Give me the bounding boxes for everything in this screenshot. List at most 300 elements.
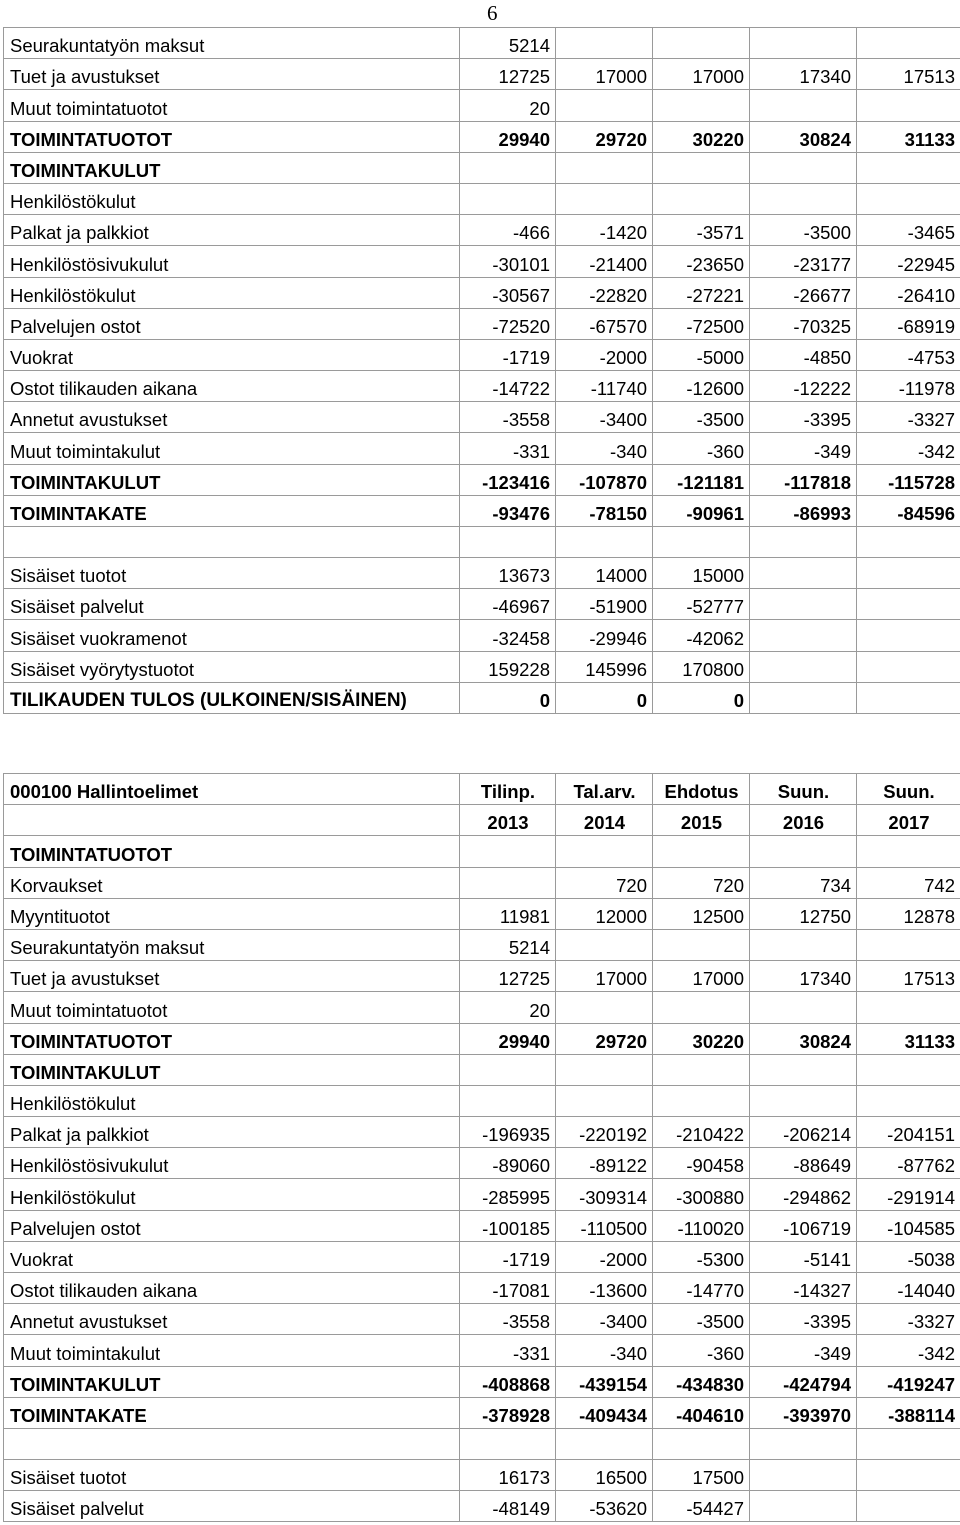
table-row [4,1241,960,1272]
value-cell [556,152,653,183]
value-cell: 20 [460,992,556,1023]
value-cell: 14000 [556,558,653,589]
value-cell: -68919 [857,308,960,339]
value-cell: 12000 [556,898,653,929]
value-cell: 17340 [750,59,857,90]
value-cell: 0 [653,682,750,713]
value-cell: -3395 [750,402,857,433]
table-row [4,992,960,1023]
value-cell [857,152,960,183]
value-cell: 17500 [653,1459,750,1490]
table-row [4,836,960,867]
value-cell: 5214 [460,929,556,960]
row-label: Sisäiset palvelut [4,1491,460,1522]
row-label: Korvaukset [4,867,460,898]
row-label: Henkilöstökulut [4,277,460,308]
value-cell: 30220 [653,1023,750,1054]
value-cell: -342 [857,433,960,464]
row-label: TOIMINTATUOTOT [4,836,460,867]
table-row [4,1210,960,1241]
value-cell: 17000 [556,59,653,90]
value-cell [653,90,750,121]
budget-table-section-1-body [4,28,960,714]
value-cell [857,651,960,682]
value-cell [460,1428,556,1459]
value-cell: -52777 [653,589,750,620]
table-row [4,339,960,370]
row-label: Seurakuntatyön maksut [4,28,460,59]
value-cell [750,682,857,713]
table-row [4,464,960,495]
table-row [4,277,960,308]
value-cell: 11981 [460,898,556,929]
value-cell: 5214 [460,28,556,59]
value-cell: -53620 [556,1491,653,1522]
row-label: TOIMINTATUOTOT [4,121,460,152]
value-cell [653,28,750,59]
value-cell [750,992,857,1023]
value-cell [857,682,960,713]
value-cell: 30824 [750,121,857,152]
value-cell: 159228 [460,651,556,682]
value-cell: 29940 [460,121,556,152]
value-cell: -107870 [556,464,653,495]
value-cell: -70325 [750,308,857,339]
value-cell: 29720 [556,121,653,152]
year-header: 2016 [750,805,857,836]
value-cell: -104585 [857,1210,960,1241]
value-cell [750,527,857,558]
value-cell: -26410 [857,277,960,308]
table-row [4,28,960,59]
column-header: Tilinp. [460,774,556,805]
year-header: 2014 [556,805,653,836]
value-cell [750,558,857,589]
table-row [4,1335,960,1366]
value-cell [857,90,960,121]
table-row [4,558,960,589]
value-cell: 15000 [653,558,750,589]
value-cell [750,651,857,682]
value-cell [750,1085,857,1116]
value-cell [857,558,960,589]
value-cell [857,527,960,558]
value-cell: -21400 [556,246,653,277]
value-cell [750,620,857,651]
value-cell: -349 [750,433,857,464]
value-cell: 17000 [653,59,750,90]
value-cell: -14722 [460,371,556,402]
value-cell: 30824 [750,1023,857,1054]
blank-row [4,1428,960,1459]
value-cell: -84596 [857,495,960,526]
value-cell [750,152,857,183]
row-label: Muut toimintakulut [4,433,460,464]
value-cell: -466 [460,215,556,246]
header-row-years [4,805,960,836]
value-cell: -424794 [750,1366,857,1397]
value-cell: 31133 [857,1023,960,1054]
value-cell [750,90,857,121]
value-cell [653,929,750,960]
value-cell: -291914 [857,1179,960,1210]
blank-row [4,527,960,558]
value-cell: -419247 [857,1366,960,1397]
value-cell: -3400 [556,402,653,433]
value-cell [857,1459,960,1490]
value-cell [750,1054,857,1085]
table-row [4,433,960,464]
row-label: Vuokrat [4,339,460,370]
value-cell [460,867,556,898]
value-cell: -294862 [750,1179,857,1210]
table-row [4,1179,960,1210]
value-cell: -22820 [556,277,653,308]
budget-table-hallintoelimet [3,773,960,1522]
value-cell [556,1054,653,1085]
value-cell [857,620,960,651]
value-cell: -3327 [857,402,960,433]
value-cell: -110020 [653,1210,750,1241]
value-cell: -30567 [460,277,556,308]
row-label: Sisäiset vyörytystuotot [4,651,460,682]
value-cell [750,836,857,867]
table-row [4,152,960,183]
value-cell [750,1459,857,1490]
table-row [4,495,960,526]
value-cell: -30101 [460,246,556,277]
column-header: Suun. [750,774,857,805]
table-row [4,620,960,651]
budget-table-hallintoelimet-body [4,836,960,1522]
value-cell: 170800 [653,651,750,682]
value-cell: -14770 [653,1273,750,1304]
row-label: Henkilöstökulut [4,1085,460,1116]
row-label: Palkat ja palkkiot [4,215,460,246]
row-label [4,527,460,558]
row-label: Sisäiset vuokramenot [4,620,460,651]
value-cell [857,992,960,1023]
value-cell: -93476 [460,495,556,526]
row-label: Sisäiset tuotot [4,1459,460,1490]
row-label: Henkilöstökulut [4,1179,460,1210]
table-row [4,1054,960,1085]
value-cell: 720 [653,867,750,898]
value-cell: -3395 [750,1304,857,1335]
value-cell [857,28,960,59]
row-label: Palvelujen ostot [4,1210,460,1241]
value-cell: -220192 [556,1117,653,1148]
row-label: Annetut avustukset [4,402,460,433]
value-cell: -331 [460,1335,556,1366]
value-cell: -42062 [653,620,750,651]
value-cell: -32458 [460,620,556,651]
value-cell [460,1054,556,1085]
value-cell: -3465 [857,215,960,246]
value-cell: -90961 [653,495,750,526]
value-cell: 17000 [653,961,750,992]
row-label: Henkilöstökulut [4,183,460,214]
row-label: Muut toimintatuotot [4,90,460,121]
row-label: TOIMINTAKATE [4,1397,460,1428]
value-cell: -342 [857,1335,960,1366]
value-cell: -331 [460,433,556,464]
value-cell: -5038 [857,1241,960,1272]
table-row [4,651,960,682]
value-cell: -3571 [653,215,750,246]
value-cell: 17340 [750,961,857,992]
value-cell [857,929,960,960]
value-cell: -29946 [556,620,653,651]
column-header: Ehdotus [653,774,750,805]
value-cell [857,589,960,620]
value-cell [556,183,653,214]
value-cell: -87762 [857,1148,960,1179]
value-cell: -17081 [460,1273,556,1304]
value-cell: -4850 [750,339,857,370]
value-cell [556,28,653,59]
table-row [4,121,960,152]
value-cell: 16173 [460,1459,556,1490]
value-cell [460,527,556,558]
row-label: Muut toimintatuotot [4,992,460,1023]
unit-title: 000100 Hallintoelimet [4,774,460,805]
row-label: TOIMINTAKULUT [4,1366,460,1397]
value-cell [750,183,857,214]
value-cell: -115728 [857,464,960,495]
value-cell: -5300 [653,1241,750,1272]
value-cell: -13600 [556,1273,653,1304]
value-cell: 16500 [556,1459,653,1490]
value-cell: -3558 [460,402,556,433]
row-label: Vuokrat [4,1241,460,1272]
value-cell: -2000 [556,339,653,370]
table-row [4,215,960,246]
row-label: Tuet ja avustukset [4,59,460,90]
table-row [4,1397,960,1428]
value-cell: 720 [556,867,653,898]
value-cell [653,992,750,1023]
value-cell: -439154 [556,1366,653,1397]
value-cell: -23177 [750,246,857,277]
value-cell [857,1491,960,1522]
value-cell: -3500 [653,1304,750,1335]
row-label: Sisäiset tuotot [4,558,460,589]
value-cell: -285995 [460,1179,556,1210]
value-cell: -48149 [460,1491,556,1522]
table-row [4,1023,960,1054]
year-header: 2015 [653,805,750,836]
value-cell: -11978 [857,371,960,402]
page-number: 6 [487,1,498,25]
value-cell: -3400 [556,1304,653,1335]
table-row [4,898,960,929]
year-header: 2017 [857,805,960,836]
table-row [4,308,960,339]
value-cell [750,589,857,620]
value-cell: -121181 [653,464,750,495]
value-cell: -408868 [460,1366,556,1397]
value-cell: -106719 [750,1210,857,1241]
value-cell: 29940 [460,1023,556,1054]
value-cell: -3500 [750,215,857,246]
value-cell: -72500 [653,308,750,339]
value-cell: -88649 [750,1148,857,1179]
value-cell: -110500 [556,1210,653,1241]
value-cell [750,28,857,59]
year-header: 2013 [460,805,556,836]
value-cell [556,527,653,558]
table-row [4,929,960,960]
value-cell: -3558 [460,1304,556,1335]
value-cell [556,836,653,867]
value-cell [556,1428,653,1459]
value-cell: -206214 [750,1117,857,1148]
value-cell: 0 [460,682,556,713]
value-cell [556,1085,653,1116]
value-cell [653,1085,750,1116]
value-cell: -300880 [653,1179,750,1210]
value-cell: -196935 [460,1117,556,1148]
row-label: TOIMINTAKULUT [4,464,460,495]
value-cell [460,152,556,183]
value-cell: -388114 [857,1397,960,1428]
value-cell: -409434 [556,1397,653,1428]
value-cell: -14040 [857,1273,960,1304]
table-row [4,1085,960,1116]
table-row [4,183,960,214]
table-row [4,1273,960,1304]
value-cell: 20 [460,90,556,121]
value-cell: 734 [750,867,857,898]
value-cell [857,1085,960,1116]
row-label: Annetut avustukset [4,1304,460,1335]
header-row-titles [4,774,960,805]
row-label: Henkilöstösivukulut [4,1148,460,1179]
table-row [4,589,960,620]
value-cell: -204151 [857,1117,960,1148]
value-cell [653,1054,750,1085]
value-cell: -340 [556,1335,653,1366]
value-cell: -46967 [460,589,556,620]
value-cell: -1420 [556,215,653,246]
value-cell [460,1085,556,1116]
value-cell [556,992,653,1023]
row-label: Ostot tilikauden aikana [4,1273,460,1304]
value-cell: -5141 [750,1241,857,1272]
value-cell: -51900 [556,589,653,620]
value-cell [750,1428,857,1459]
value-cell [750,1491,857,1522]
empty-cell [4,805,460,836]
value-cell: -89060 [460,1148,556,1179]
row-label: TOIMINTAKULUT [4,1054,460,1085]
value-cell [653,152,750,183]
value-cell: 17513 [857,59,960,90]
table-row [4,59,960,90]
value-cell: -27221 [653,277,750,308]
value-cell: 12878 [857,898,960,929]
value-cell [857,836,960,867]
table-row [4,867,960,898]
row-label: Muut toimintakulut [4,1335,460,1366]
value-cell: -3327 [857,1304,960,1335]
value-cell [653,1428,750,1459]
value-cell: -1719 [460,1241,556,1272]
table-row [4,961,960,992]
value-cell: 13673 [460,558,556,589]
table-row [4,1148,960,1179]
value-cell: -210422 [653,1117,750,1148]
column-header: Tal.arv. [556,774,653,805]
value-cell: -54427 [653,1491,750,1522]
value-cell: 29720 [556,1023,653,1054]
row-label: Sisäiset palvelut [4,589,460,620]
value-cell: -4753 [857,339,960,370]
row-label: Palvelujen ostot [4,308,460,339]
table-row [4,1491,960,1522]
row-label: Ostot tilikauden aikana [4,371,460,402]
value-cell: -349 [750,1335,857,1366]
column-header: Suun. [857,774,960,805]
value-cell: 17000 [556,961,653,992]
row-label: Seurakuntatyön maksut [4,929,460,960]
row-label: TILIKAUDEN TULOS (ULKOINEN/SISÄINEN) [4,682,460,713]
value-cell [857,1428,960,1459]
value-cell [653,527,750,558]
value-cell: -72520 [460,308,556,339]
value-cell [750,929,857,960]
value-cell: -78150 [556,495,653,526]
value-cell: -2000 [556,1241,653,1272]
value-cell [556,929,653,960]
value-cell [556,90,653,121]
value-cell: -434830 [653,1366,750,1397]
value-cell: -393970 [750,1397,857,1428]
value-cell: 0 [556,682,653,713]
row-label: Myyntituotot [4,898,460,929]
value-cell [460,836,556,867]
value-cell [653,836,750,867]
value-cell: -404610 [653,1397,750,1428]
table-row [4,371,960,402]
row-label: TOIMINTAKATE [4,495,460,526]
value-cell: -89122 [556,1148,653,1179]
value-cell: -378928 [460,1397,556,1428]
value-cell [857,1054,960,1085]
row-label [4,1428,460,1459]
value-cell: 12500 [653,898,750,929]
value-cell: -12600 [653,371,750,402]
row-label: TOIMINTATUOTOT [4,1023,460,1054]
value-cell: -11740 [556,371,653,402]
table-row [4,1459,960,1490]
value-cell: -23650 [653,246,750,277]
value-cell: 17513 [857,961,960,992]
value-cell: 30220 [653,121,750,152]
value-cell: -5000 [653,339,750,370]
table-row [4,90,960,121]
table-row [4,1117,960,1148]
row-label: Palkat ja palkkiot [4,1117,460,1148]
table-row [4,1366,960,1397]
value-cell [857,183,960,214]
value-cell: -86993 [750,495,857,526]
value-cell: -22945 [857,246,960,277]
value-cell: -14327 [750,1273,857,1304]
value-cell: 12725 [460,59,556,90]
row-label: TOIMINTAKULUT [4,152,460,183]
